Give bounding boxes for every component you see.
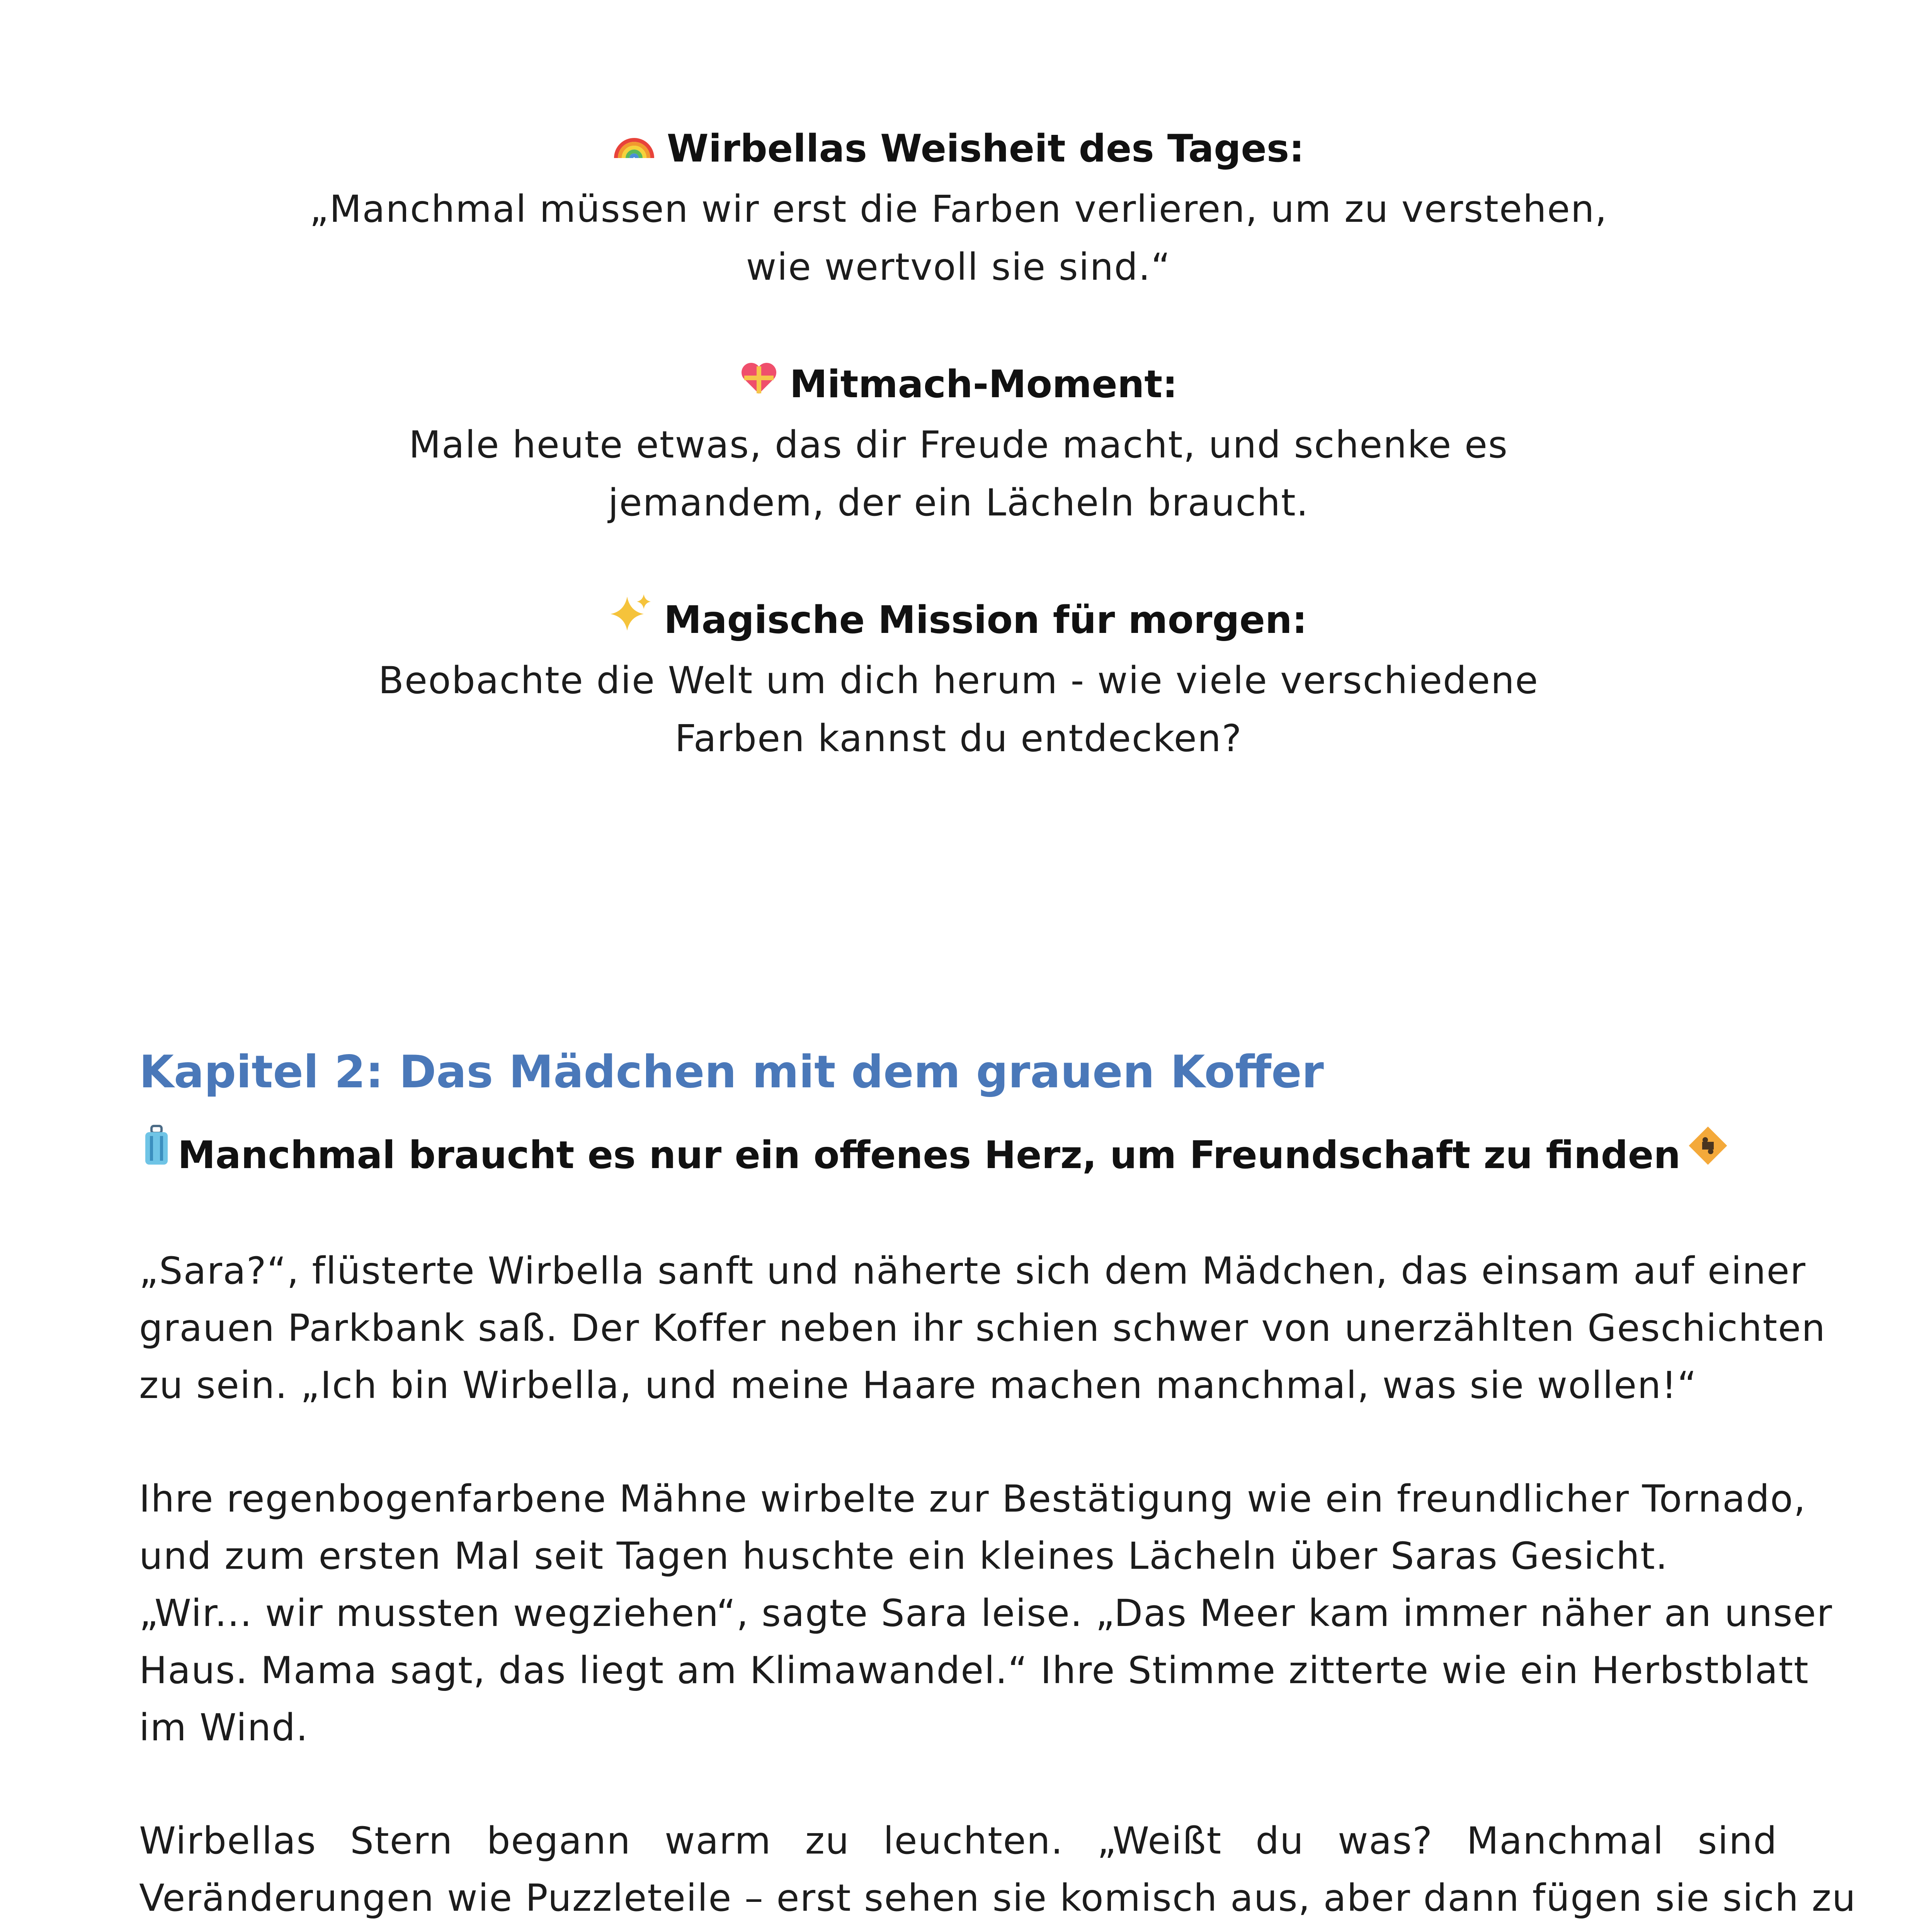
wisdom-line: wie wertvoll sie sind.“	[746, 245, 1171, 289]
story-line: „Sara?“, flüsterte Wirbella sanft und näherte sich dem Mädchen, das einsam auf einer	[139, 1249, 1806, 1293]
story-paragraph	[139, 1242, 1826, 1414]
chapter-title: Kapitel 2: Das Mädchen mit dem grauen Koffer	[139, 1046, 1324, 1098]
story-line: und zum ersten Mal seit Tagen huschte ein kleines Lächeln über Saras Gesicht.	[139, 1534, 1669, 1578]
mission-box	[0, 591, 1917, 767]
story-line: im Wind.	[139, 1706, 309, 1749]
story-line: zu sein. „Ich bin Wirbella, und meine Haare machen manchmal, was sie wollen!“	[139, 1364, 1698, 1407]
story-line: Ihre regenbogenfarbene Mähne wirbelte zur Bestätigung wie ein freundlicher Tornado,	[139, 1477, 1806, 1520]
story-line	[139, 1927, 1778, 1932]
rainbow-icon	[613, 118, 655, 176]
moment-line: Male heute etwas, das dir Freude macht, und schenke es	[408, 423, 1509, 467]
mission-line: Beobachte die Welt um dich herum - wie viele verschiedene	[378, 659, 1539, 702]
moment-heading: Mitmach-Moment:	[789, 362, 1178, 406]
sparkles-icon	[610, 590, 652, 648]
story-paragraph	[139, 1812, 1856, 1932]
story-line: Veränderungen wie Puzzleteile – erst sehen sie komisch aus, aber dann fügen sie sich zu	[139, 1876, 1856, 1920]
moment-line: jemandem, der ein Lächeln braucht.	[608, 481, 1309, 525]
moment-heading-row	[0, 355, 1917, 416]
mission-heading-row	[0, 591, 1917, 651]
story-line: grauen Parkbank saß. Der Koffer neben ihr schien schwer von unerzählten Geschichten	[139, 1306, 1826, 1350]
chapter-subtitle: Manchmal braucht es nur ein offenes Herz, um Freundschaft zu finden	[178, 1133, 1681, 1177]
mission-heading: Magische Mission für morgen:	[664, 598, 1307, 642]
wisdom-heading: Wirbellas Weisheit des Tages:	[667, 127, 1305, 171]
suitcase-icon	[143, 1124, 170, 1183]
mission-line: Farben kannst du entdecken?	[675, 717, 1242, 760]
moment-box	[0, 355, 1917, 532]
heart-icon	[740, 354, 778, 412]
wisdom-heading-row	[0, 120, 1917, 180]
puzzle-icon	[1687, 1124, 1729, 1183]
wisdom-line: „Manchmal müssen wir erst die Farben verlieren, um zu verstehen,	[309, 187, 1608, 231]
chapter-subtitle-row	[143, 1126, 1729, 1187]
story-line: „Wir... wir mussten wegziehen“, sagte Sara leise. „Das Meer kam immer näher an unser	[139, 1592, 1833, 1635]
story-line: Wirbellas Stern begann warm zu leuchten. „Weißt du was? Manchmal sind	[139, 1819, 1778, 1862]
story-paragraph	[139, 1470, 1833, 1756]
story-line: Haus. Mama sagt, das liegt am Klimawandel.“ Ihre Stimme zitterte wie ein Herbstblatt	[139, 1649, 1809, 1692]
wisdom-box	[0, 120, 1917, 296]
